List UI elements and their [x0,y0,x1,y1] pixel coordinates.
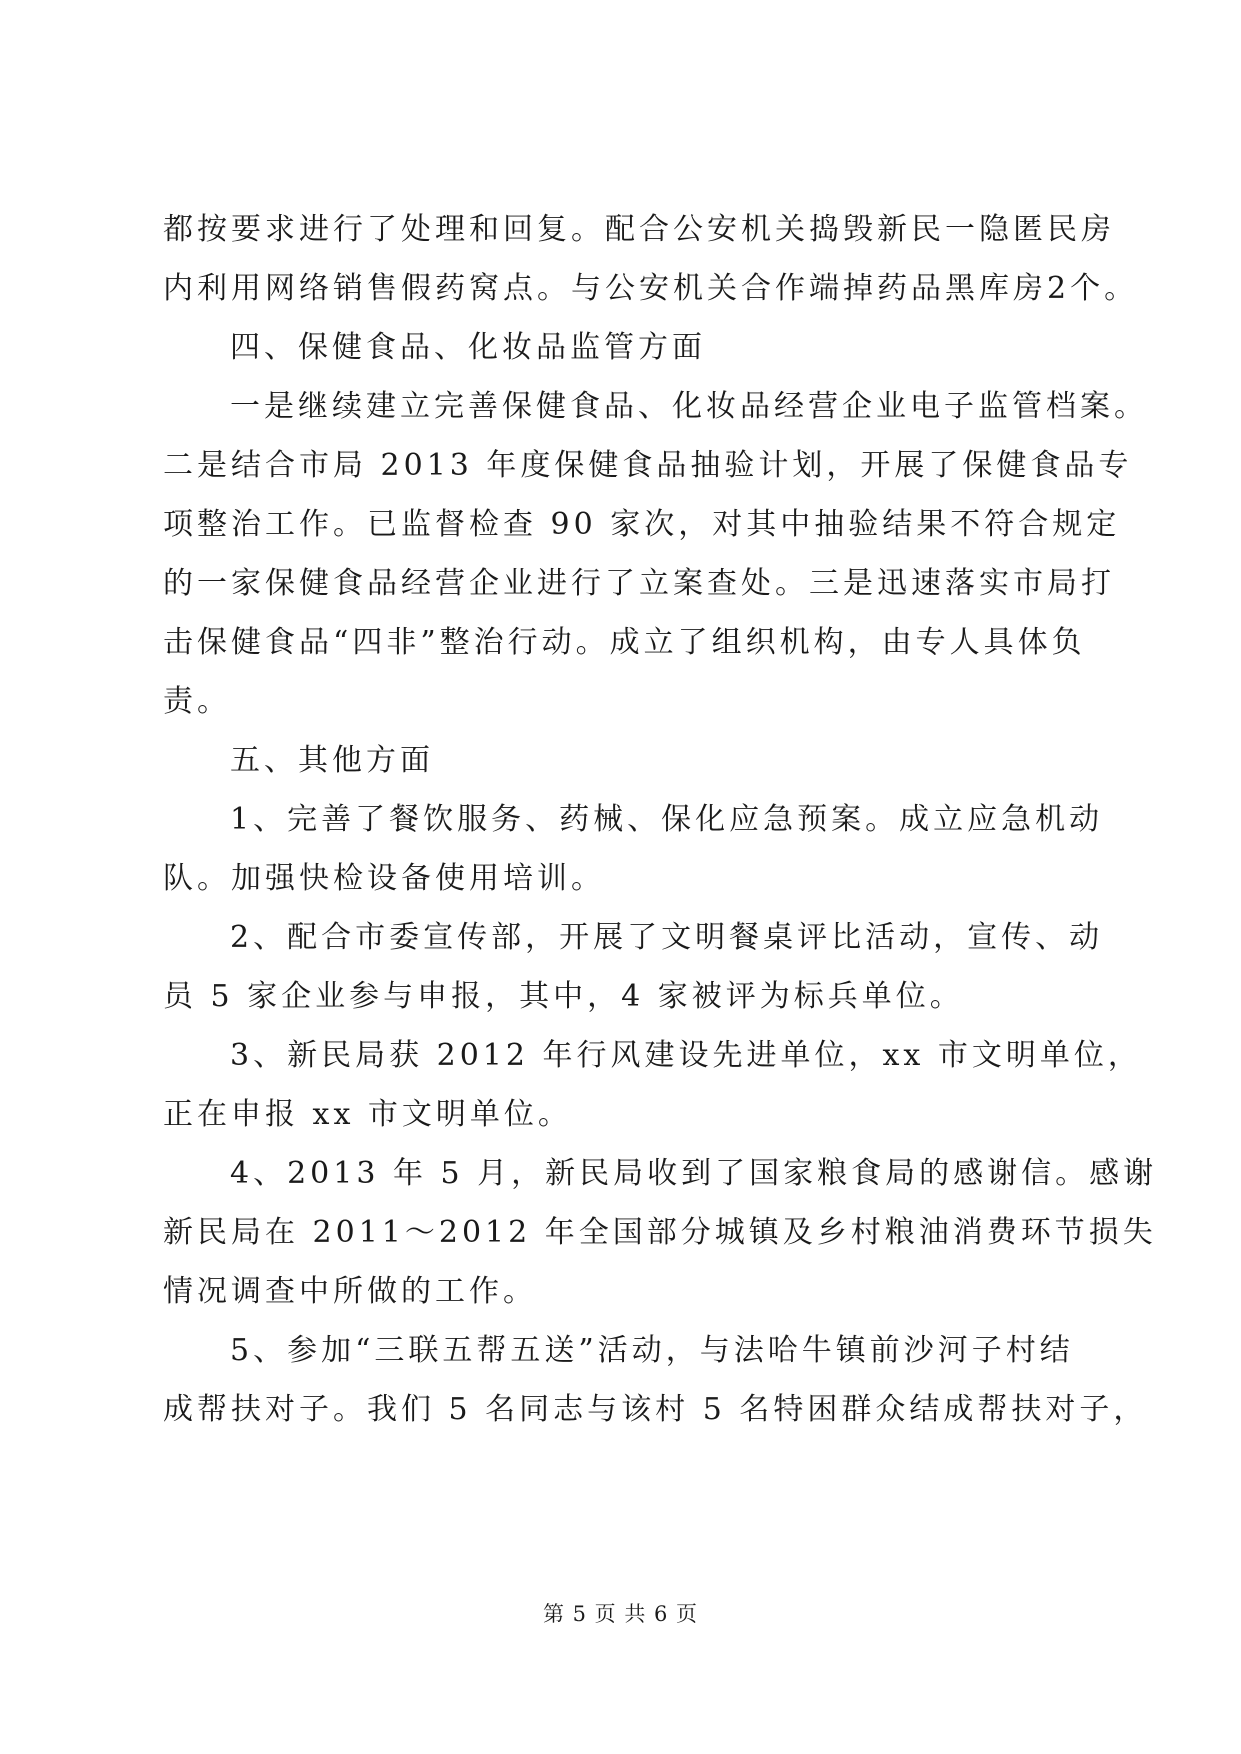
body-line: 1、完善了餐饮服务、药械、保化应急预案。成立应急机动 [230,802,1104,837]
page-footer: 第 5 页 共 6 页 [542,1602,699,1626]
body-line: 5、参加“三联五帮五送”活动，与法哈牛镇前沙河子村结 [230,1333,1074,1368]
section-heading: 五、其他方面 [230,743,434,778]
body-line: 新民局在 2011～2012 年全国部分城镇及乡村粮油消费环节损失 [163,1215,1157,1250]
body-line: 正在申报 xx 市文明单位。 [163,1097,572,1132]
body-line: 4、2013 年 5 月，新民局收到了国家粮食局的感谢信。感谢 [230,1156,1158,1191]
body-line: 3、新民局获 2012 年行风建设先进单位，xx 市文明单位， [230,1038,1142,1073]
body-line: 责。 [163,684,231,719]
body-line: 2、配合市委宣传部，开展了文明餐桌评比活动，宣传、动 [230,920,1104,955]
body-line: 成帮扶对子。我们 5 名同志与该村 5 名特困群众结成帮扶对子， [163,1392,1148,1427]
body-line: 击保健食品“四非”整治行动。成立了组织机构，由专人具体负 [163,625,1086,660]
body-line: 都按要求进行了处理和回复。配合公安机关捣毁新民一隐匿民房 [163,212,1115,247]
section-heading: 四、保健食品、化妆品监管方面 [230,330,706,365]
body-line: 队。加强快检设备使用培训。 [163,861,605,896]
body-line: 情况调查中所做的工作。 [163,1274,537,1309]
body-line: 内利用网络销售假药窝点。与公安机关合作端掉药品黑库房2个。 [163,271,1139,306]
body-line: 员 5 家企业参与申报，其中，4 家被评为标兵单位。 [163,979,964,1014]
body-line: 一是继续建立完善保健食品、化妆品经营企业电子监管档案。 [230,389,1148,424]
body-line: 项整治工作。已监督检查 90 家次，对其中抽验结果不符合规定 [163,507,1121,542]
body-line: 二是结合市局 2013 年度保健食品抽验计划，开展了保健食品专 [163,448,1133,483]
body-line: 的一家保健食品经营企业进行了立案查处。三是迅速落实市局打 [163,566,1115,601]
